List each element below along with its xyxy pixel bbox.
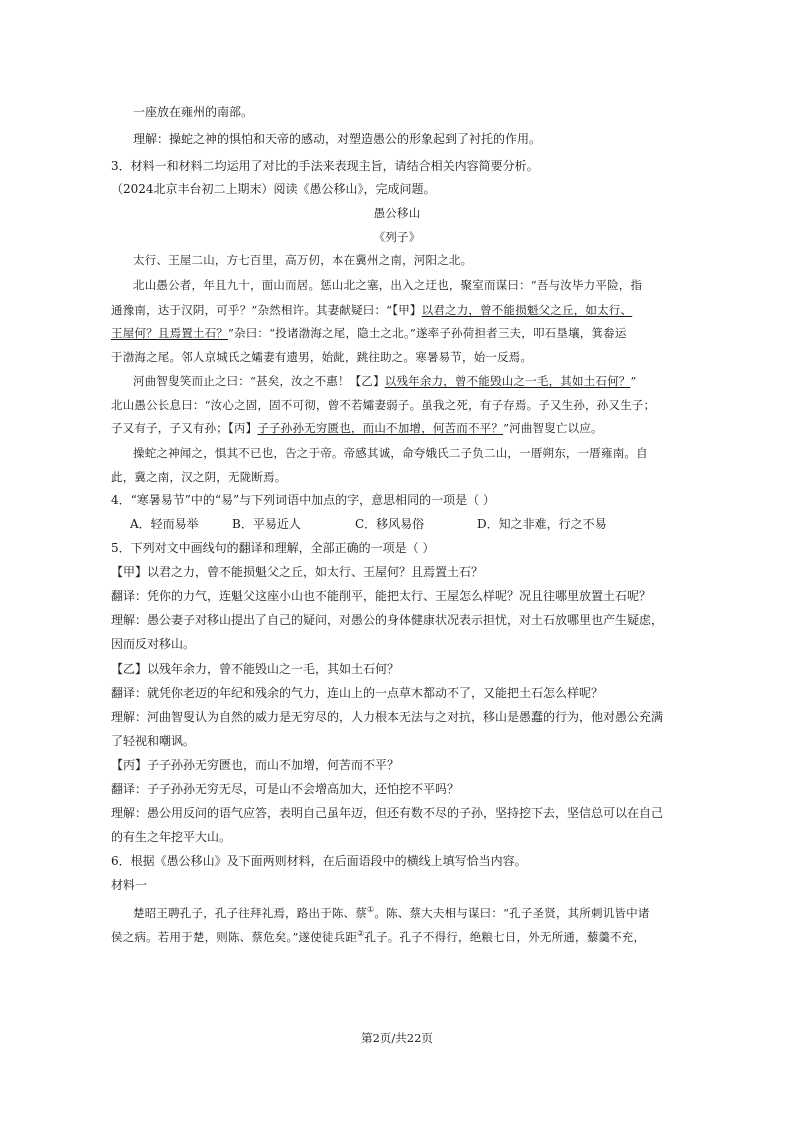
text-line: 理解：操蛇之神的惧怕和天帝的感动，对塑造愚公的形象起到了衬托的作用。: [133, 132, 542, 146]
explanation-yi: 了轻视和嘲讽。: [111, 734, 196, 748]
text-span: ”: [630, 374, 637, 388]
passage-paragraph: 此，冀之南，汉之阴，无陇断焉。: [111, 470, 287, 484]
text-span: 孔子。孔子不得行，绝粮七日，外无所通，藜羹不充，: [364, 929, 646, 944]
text-span: 楚昭王聘孔子，孔子往拜礼焉，路出于陈、蔡: [133, 905, 367, 920]
source-line: （2024北京丰台初二上期末）阅读《愚公移山》，完成问题。: [111, 182, 436, 196]
explanation-jia: 因而反对移山。: [111, 637, 196, 651]
passage-paragraph: [111, 302, 632, 318]
text-line: 一座放在雍州的南部。: [133, 105, 254, 119]
item-jia: 【甲】以君之力，曾不能损魁父之丘，如太行、王屋何？且焉置土石？: [111, 565, 484, 579]
material-paragraph: [111, 926, 645, 945]
question-4: 4．“寒暑易节”中的“易”与下列词语中加点的字，意思相同的一项是（ ）: [111, 493, 495, 507]
passage-paragraph: [111, 325, 627, 341]
footnote-marker: ②: [357, 929, 365, 938]
footnote-marker: ①: [367, 905, 375, 914]
text-span: ”杂曰：“投诸渤海之尾，隐土之北。”遂率子孙荷担者三夫，叩石垦壤，箕畚运: [228, 326, 627, 340]
text-span: 。陈、蔡大夫相与谋曰：“孔子圣贤，其所刺讥皆中诸: [374, 905, 650, 920]
question-6: 6．根据《愚公移山》及下面两则材料，在后面语段中的横线上填写恰当内容。: [111, 854, 527, 868]
text-span: ”河曲智叟亡以应。: [503, 421, 603, 435]
text-span: 子又有子，子又有孙；【丙】: [111, 421, 258, 435]
explanation-yi: 理解：河曲智叟认为自然的威力是无穷尽的，人力根本无法与之对抗，移山是愚蠢的行为，他对愚公充满: [111, 710, 664, 724]
underlined-sentence-bing: 子子孙孙无穷匮也，而山不加增，何苦而不平？: [257, 421, 504, 435]
explanation-bing: 的有生之年挖平大山。: [111, 830, 232, 844]
question-5: 5．下列对文中画线句的翻译和理解，全部正确的一项是（ ）: [111, 541, 435, 555]
passage-paragraph: [111, 420, 603, 436]
translation-bing: 翻译：子子孙孙无穷无尽，可是山不会增高加大，还怕挖不平吗？: [111, 782, 460, 796]
item-bing: 【丙】子子孙孙无穷匮也，而山不加增，何苦而不平？: [111, 758, 400, 772]
page-footer: 第2页/共22页: [361, 1031, 433, 1045]
material-heading: 材料一: [111, 878, 148, 892]
text-span: 侯之病。若用于楚，则陈、蔡危矣。”遂使徒兵距: [111, 929, 358, 944]
underlined-sentence-yi: 以残年余力，曾不能毁山之一毛，其如土石何？: [384, 374, 631, 388]
passage-paragraph: 北山愚公者，年且九十，面山而居。惩山北之塞，出入之迂也，聚室而谋曰：“吾与汝毕力平险，指: [133, 278, 643, 292]
explanation-bing: 理解：愚公用反问的语气应答，表明自己虽年迈，但还有数不尽的子孙，坚持挖下去，坚信总可以在自己: [111, 806, 664, 820]
option-c[interactable]: C．移风易俗: [355, 517, 425, 531]
question-3: 3．材料一和材料二均运用了对比的手法来表现主旨，请结合相关内容简要分析。: [111, 159, 539, 173]
underlined-sentence-jia: 王屋何？且焉置土石？: [111, 326, 228, 340]
text-span: 河曲智叟笑而止之曰：“甚矣，汝之不惠！【乙】: [133, 374, 385, 388]
material-paragraph: [133, 902, 650, 921]
explanation-jia: 理解：愚公妻子对移山提出了自己的疑问，对愚公的身体健康状况表示担忧，对土石放哪里也产生疑虑，: [111, 613, 664, 627]
passage-paragraph: 于渤海之尾。邻人京城氏之孀妻有遗男，始龀，跳往助之。寒暑易节，始一反焉。: [111, 350, 533, 364]
passage-paragraph: [133, 373, 637, 389]
item-yi: 【乙】以残年余力，曾不能毁山之一毛，其如土石何？: [111, 662, 400, 676]
translation-yi: 翻译：就凭你老迈的年纪和残余的气力，连山上的一点草木都动不了，又能把土石怎么样呢？: [111, 686, 604, 700]
passage-author: 《列子》: [373, 230, 421, 244]
translation-jia: 翻译：凭你的力气，连魁父这座小山也不能削平，能把太行、王屋怎么样呢？况且往哪里放置土石呢？: [111, 589, 652, 603]
passage-title: 愚公移山: [373, 206, 421, 220]
passage-paragraph: 北山愚公长息曰：“汝心之固，固不可彻，曾不若孀妻弱子。虽我之死，有子存焉。子又生孙，孙又生子；: [111, 398, 656, 412]
option-d[interactable]: D．知之非难，行之不易: [477, 517, 607, 531]
option-a[interactable]: A．轻而易举: [130, 517, 199, 531]
underlined-sentence-jia: 以君之力，曾不能损魁父之丘，如太行、: [421, 303, 633, 317]
text-span: 通豫南，达于汉阴，可乎？”杂然相许。其妻献疑曰：“【甲】: [111, 303, 422, 317]
option-b[interactable]: B．平易近人: [232, 517, 301, 531]
passage-paragraph: 操蛇之神闻之，惧其不已也，告之于帝。帝感其诚，命夸娥氏二子负二山，一厝朔东，一厝雍南。自: [133, 446, 648, 460]
passage-paragraph: 太行、王屋二山，方七百里，高万仞，本在冀州之南，河阳之北。: [133, 253, 473, 267]
